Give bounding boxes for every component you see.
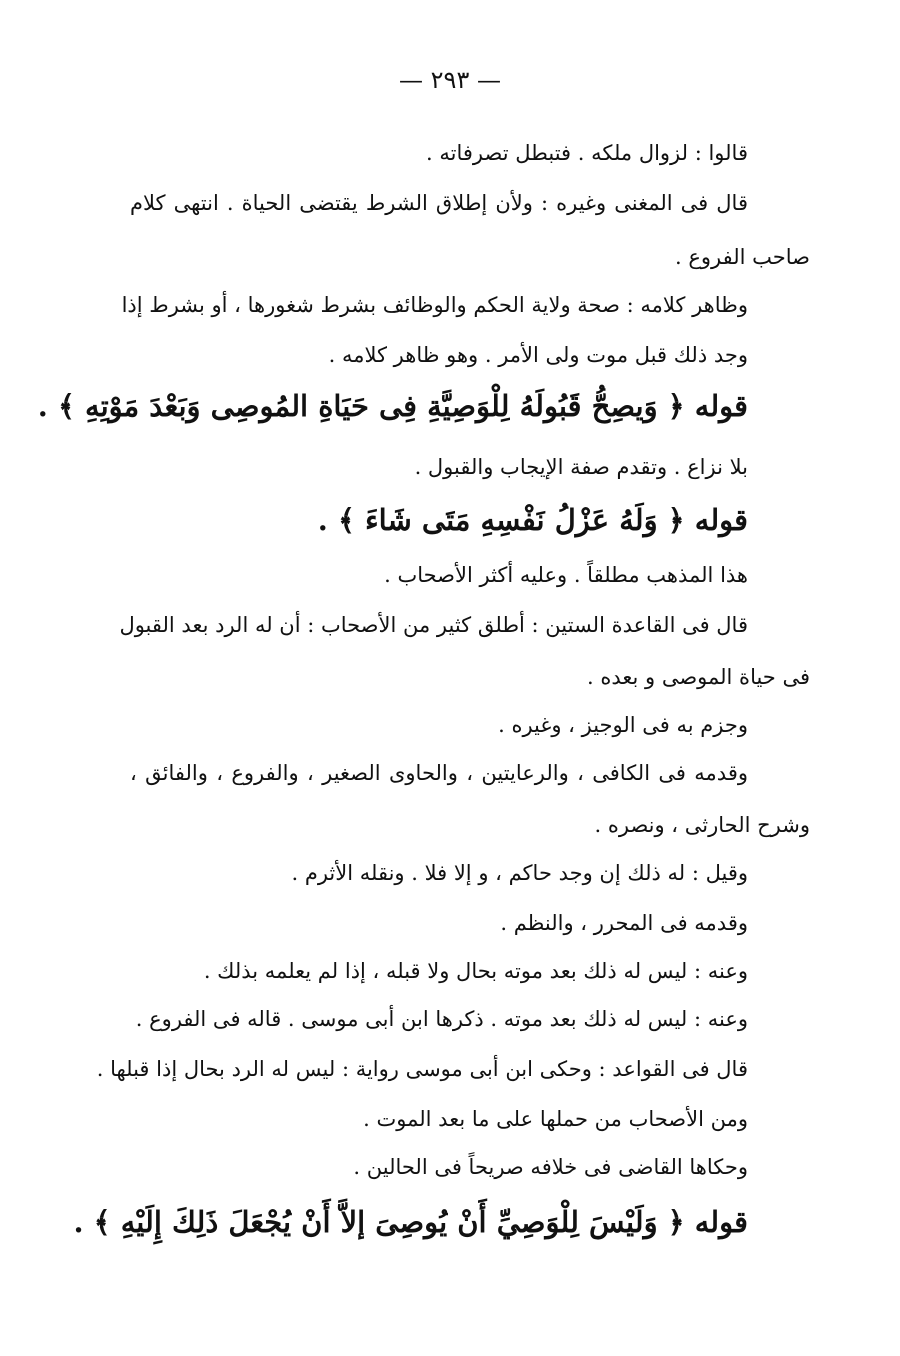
text-line: وقيل : له ذلك إن وجد حاكم ، و إلا فلا . ونقله الأثرم . <box>291 861 748 885</box>
quran-quote-line: قوله ﴿ وَيصِحُّ قَبُولَهُ لِلْوَصِيَّةِ فِى حَيَاةِ المُوصِى وَبَعْدَ مَوْتِهِ ﴾ . <box>37 389 748 423</box>
text-line: وقدمه فى المحرر ، والنظم . <box>500 911 748 935</box>
text-line: وجد ذلك قبل موت ولى الأمر . وهو ظاهر كلامه . <box>328 343 748 367</box>
text-line: هذا المذهب مطلقاً . وعليه أكثر الأصحاب . <box>384 563 748 587</box>
text-line: صاحب الفروع . <box>675 245 810 269</box>
text-line: قالوا : لزوال ملكه . فتبطل تصرفاته . <box>426 141 748 165</box>
text-line: بلا نزاع . وتقدم صفة الإيجاب والقبول . <box>414 455 748 479</box>
text-line: قال فى المغنى وغيره : ولأن إطلاق الشرط يقتضى الحياة . انتهى كلام <box>130 191 748 215</box>
text-line: وظاهر كلامه : صحة ولاية الحكم والوظائف بشرط شغورها ، أو بشرط إذا <box>121 293 748 317</box>
text-line: وعنه : ليس له ذلك بعد موته بحال ولا قبله ، إذا لم يعلمه بذلك . <box>203 959 748 983</box>
text-line: وقدمه فى الكافى ، والرعايتين ، والحاوى الصغير ، والفروع ، والفائق ، <box>130 761 748 785</box>
text-line: قال فى القواعد : وحكى ابن أبى موسى رواية : ليس له الرد بحال إذا قبلها . <box>96 1057 748 1081</box>
quran-quote-line: قوله ﴿ وَلَيْسَ لِلْوَصِيِّ أَنْ يُوصِىَ إلاَّ أَنْ يُجْعَلَ ذَلِكَ إِلَيْهِ ﴾ . <box>73 1205 748 1239</box>
text-line: فى حياة الموصى و بعده . <box>586 665 810 689</box>
page-number: — ٢٩٣ — <box>399 66 501 94</box>
text-line: ومن الأصحاب من حملها على ما بعد الموت . <box>363 1107 748 1131</box>
text-line: قال فى القاعدة الستين : أطلق كثير من الأصحاب : أن له الرد بعد القبول <box>119 613 748 637</box>
text-line: وجزم به فى الوجيز ، وغيره . <box>498 713 748 737</box>
text-line: وحكاها القاضى فى خلافه صريحاً فى الحالين . <box>353 1155 748 1179</box>
text-line: وعنه : ليس له ذلك بعد موته . ذكرها ابن أبى موسى . قاله فى الفروع . <box>135 1007 748 1031</box>
quran-quote-line: قوله ﴿ وَلَهُ عَزْلُ نَفْسِهِ مَتَى شَاءَ ﴾ . <box>317 503 748 537</box>
text-line: وشرح الحارثى ، ونصره . <box>594 813 810 837</box>
